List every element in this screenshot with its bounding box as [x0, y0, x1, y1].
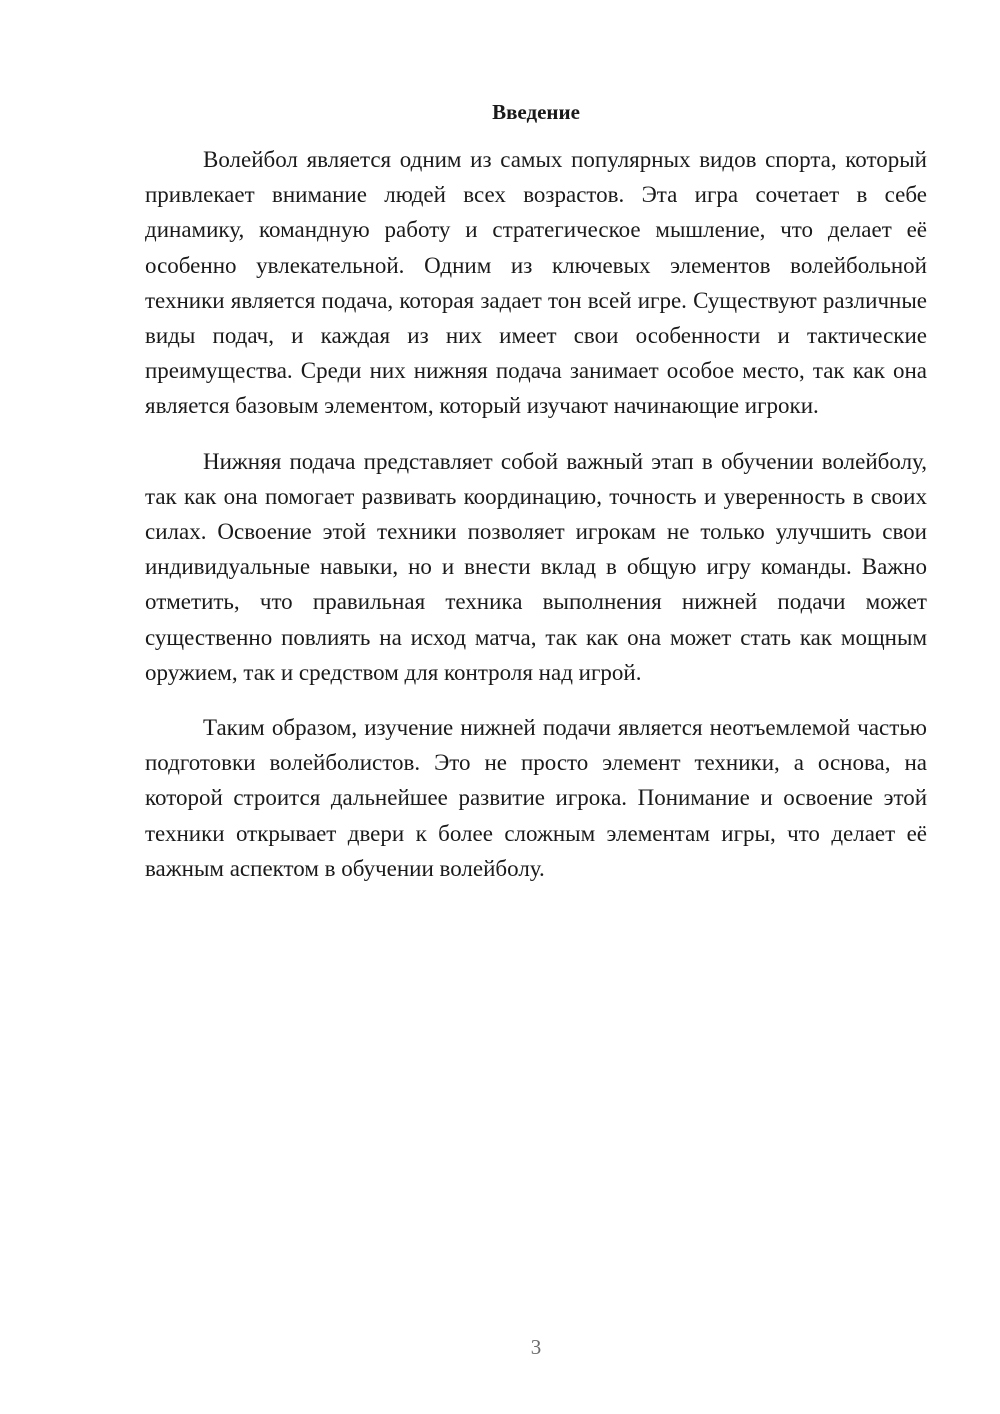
paragraph: Таким образом, изучение нижней подачи является неотъемлемой частью подготовки волейболистов. Это не просто элемент техники, а основа, на которой строится дальнейшее развитие игрока. Понимание и освоение этой техники открывает двери к более сложным элементам игры, что делает её важным аспектом в обучении волейболу. [145, 715, 927, 881]
page-number: 3 [530, 1335, 542, 1359]
paragraph: Нижняя подача представляет собой важный этап в обучении волейболу, так как она помогает развивать координацию, точность и уверенность в своих силах. Освоение этой техники позволяет игрокам не только улучшить свои индивидуальные навыки, но и внести вклад в общую игру команды. Важно отметить, что правильная техника выполнения нижней подачи может существенно повлиять на исход матча, так как она может стать как мощным оружием, так и средством для контроля над игрой. [145, 448, 927, 685]
section-heading: Введение [492, 100, 580, 124]
paragraph: Волейбол является одним из самых популярных видов спорта, который привлекает внимание людей всех возрастов. Эта игра сочетает в себе динамику, командную работу и стратегическое мышление, что делает её особенно увлекательной. Одним из ключевых элементов волейбольной техники является подача, которая задает тон всей игре. Существуют различные виды подач, и каждая из них имеет свои особенности и тактические преимущества. Среди них нижняя подача занимает особое место, так как она является базовым элементом, который изучают начинающие игроки. [145, 147, 927, 419]
body-text [145, 142, 927, 906]
